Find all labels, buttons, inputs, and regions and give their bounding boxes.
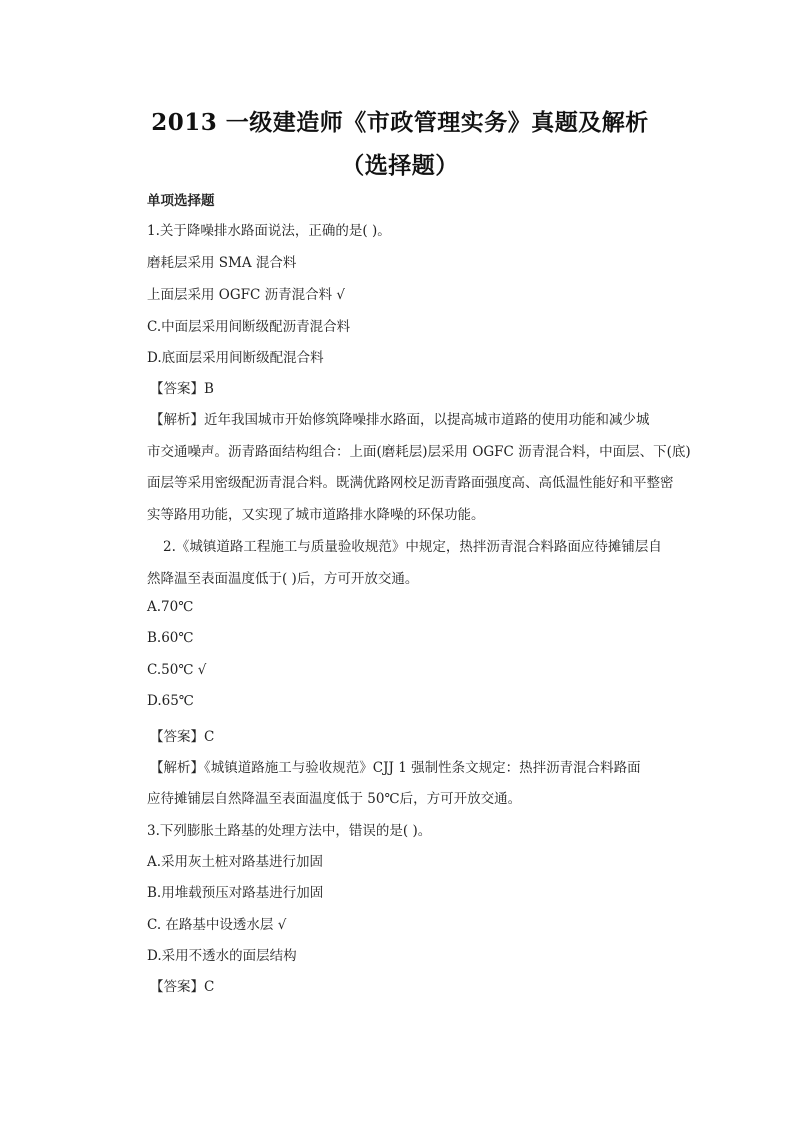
question-1-option: 上面层采用 OGFC 沥青混合料 √ [147, 287, 346, 303]
question-1-stem: 1.关于降噪排水路面说法，正确的是( )。 [147, 223, 391, 239]
section-heading: 单项选择题 [147, 193, 215, 209]
question-1-answer: 【答案】B [150, 381, 214, 397]
question-1-option: 磨耗层采用 SMA 混合料 [147, 255, 297, 271]
question-2-option: A.70℃ [147, 599, 194, 615]
question-1-analysis: 实等路用功能，又实现了城市道路排水降噪的环保功能。 [147, 507, 485, 523]
question-2-option: C.50℃ √ [147, 662, 207, 678]
question-1-option: C.中面层采用间断级配沥青混合料 [147, 319, 351, 335]
question-1-analysis: 面层等采用密级配沥青混合料。既满优路网校足沥青路面强度高、高低温性能好和平整密 [147, 475, 674, 491]
question-2-option: B.60℃ [147, 630, 194, 646]
question-3-option: D.采用不透水的面层结构 [147, 948, 297, 964]
question-3-option: B.用堆载预压对路基进行加固 [147, 885, 324, 901]
question-1-option: D.底面层采用间断级配混合料 [147, 350, 324, 366]
question-3-stem: 3.下列膨胀土路基的处理方法中，错误的是( )。 [147, 823, 432, 839]
question-2-analysis: 应待摊铺层自然降温至表面温度低于 50℃后，方可开放交通。 [147, 791, 522, 807]
question-2-option: D.65℃ [147, 693, 194, 709]
document-subtitle: （选择题） [341, 152, 459, 179]
question-2-stem: 然降温至表面温度低于( )后，方可开放交通。 [147, 571, 419, 587]
question-1-analysis: 市交通噪声。沥青路面结构组合：上面(磨耗层)层采用 OGFC 沥青混合料，中面层、下(底) [147, 444, 691, 460]
question-3-option: C. 在路基中设透水层 √ [147, 917, 287, 933]
question-1-analysis: 【解析】近年我国城市开始修筑降噪排水路面，以提高城市道路的使用功能和减少城 [150, 412, 650, 428]
question-2-analysis: 【解析】《城镇道路施工与验收规范》CJJ 1 强制性条文规定：热拌沥青混合料路面 [150, 760, 641, 776]
document-title: 2013 一级建造师《市政管理实务》真题及解析 [151, 109, 649, 136]
question-2-answer: 【答案】C [150, 729, 215, 745]
question-3-option: A.采用灰土桩对路基进行加固 [147, 854, 324, 870]
question-3-answer: 【答案】C [150, 979, 215, 995]
question-2-stem: 2.《城镇道路工程施工与质量验收规范》中规定，热拌沥青混合料路面应待摊铺层自 [163, 539, 662, 555]
